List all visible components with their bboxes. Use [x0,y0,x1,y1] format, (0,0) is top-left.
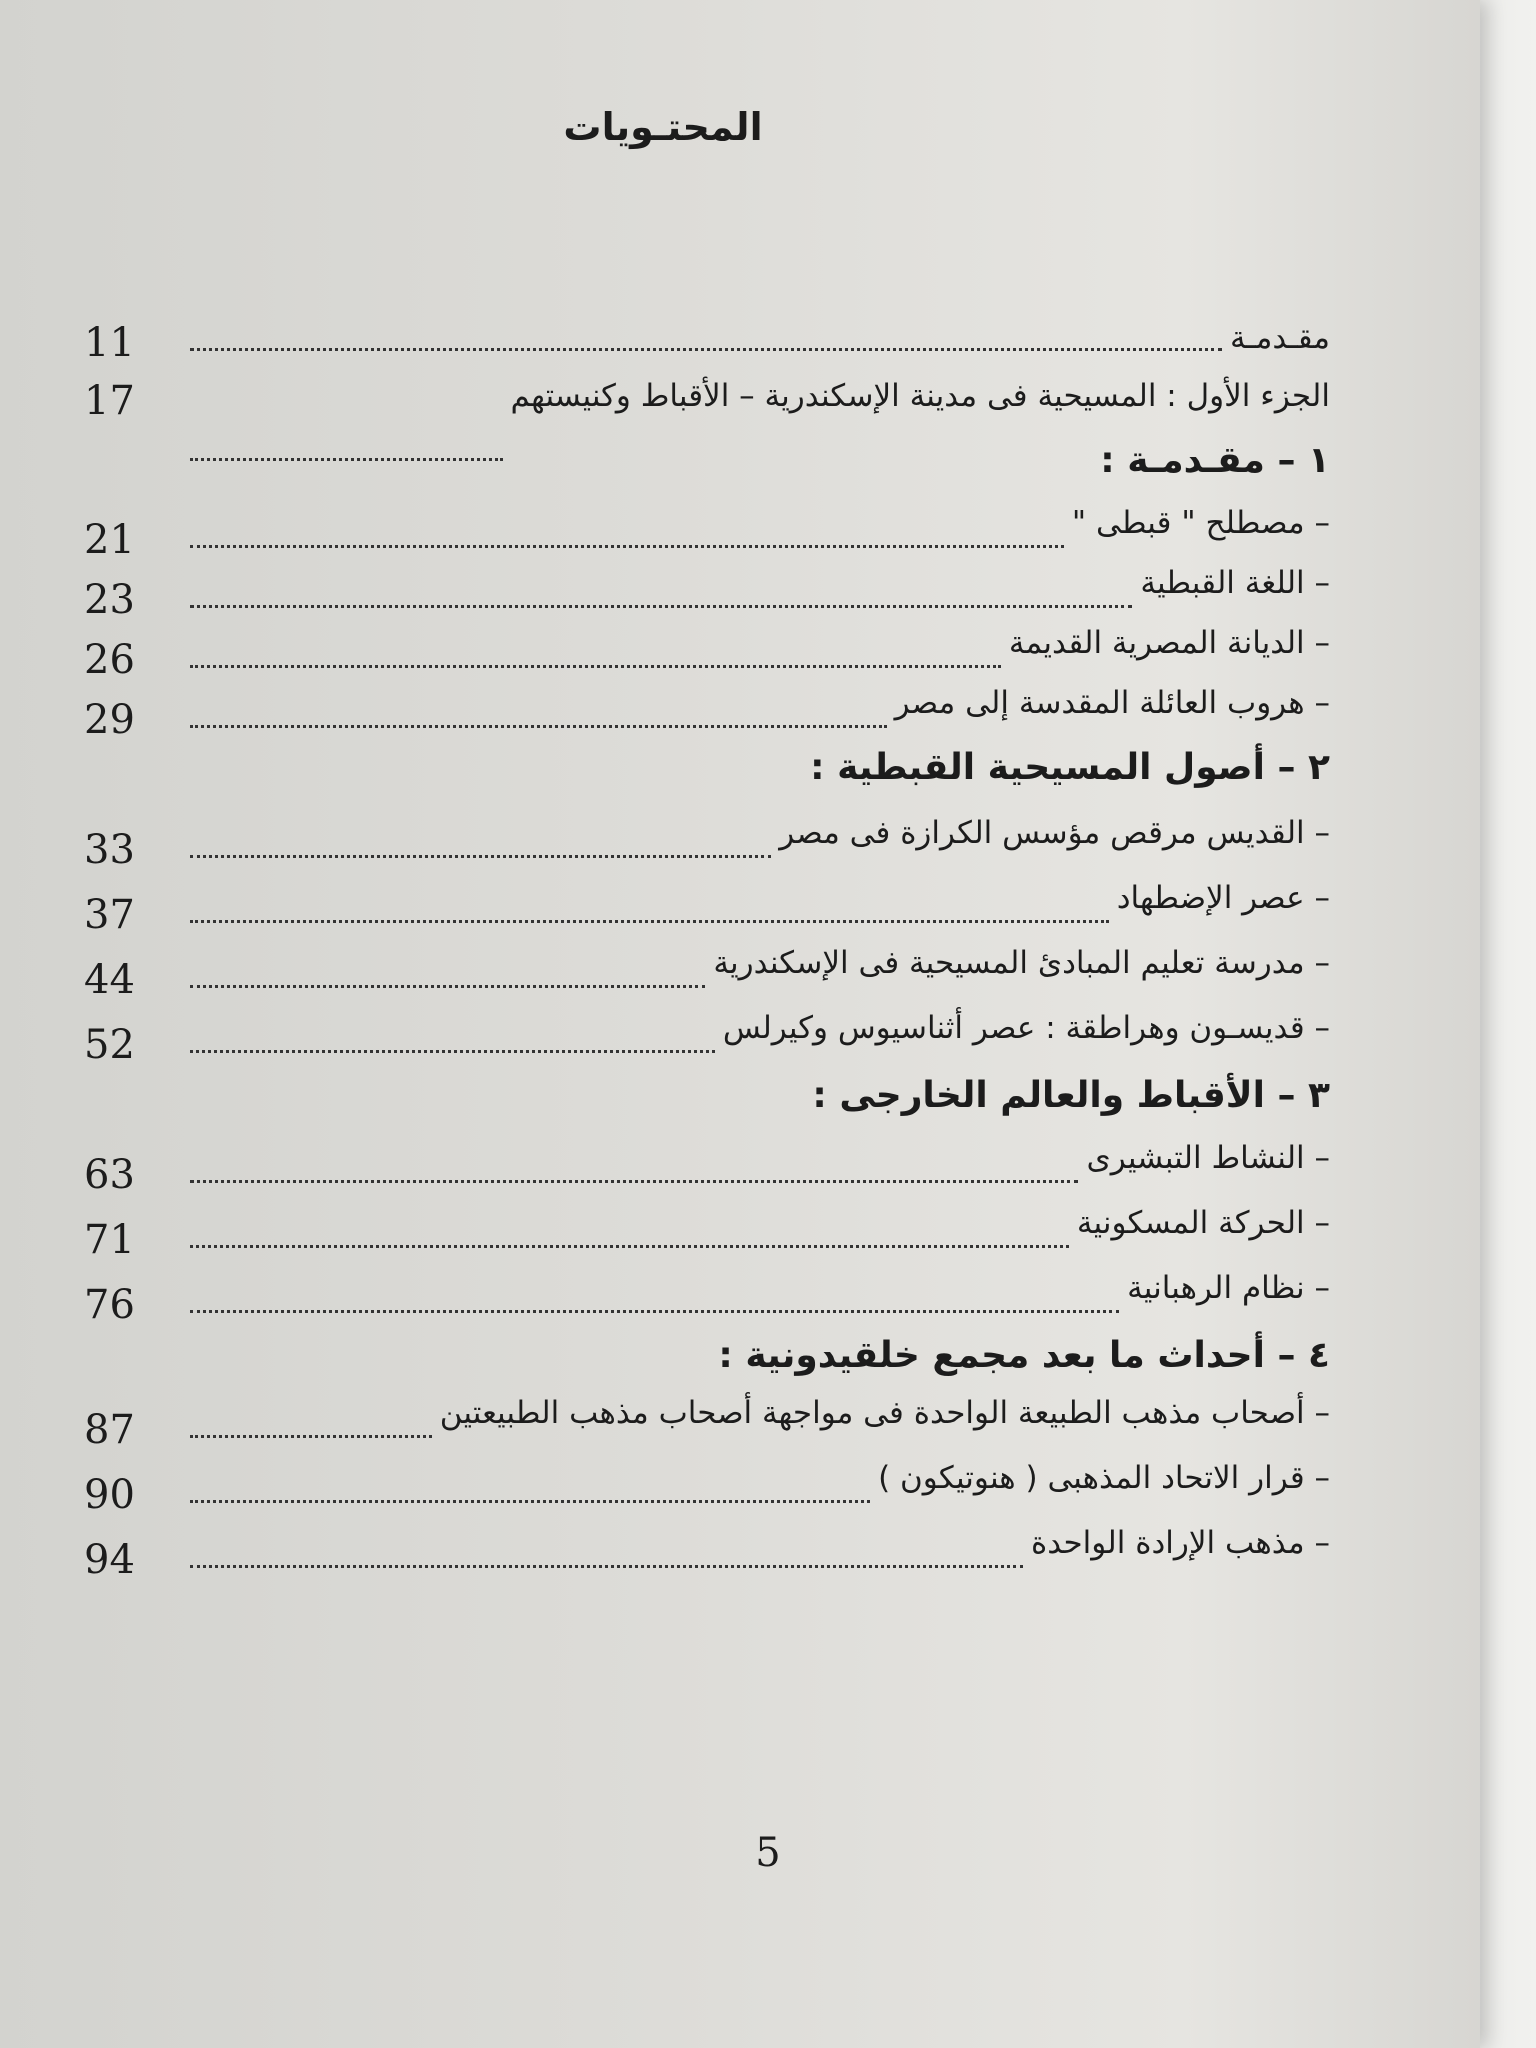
toc-page-number: 21 [84,517,135,563]
page-title: المحتـويات [563,105,763,149]
toc-page-number: 52 [84,1022,135,1068]
toc-page-number: 63 [84,1152,135,1198]
toc-page-number: 37 [84,892,135,938]
toc-entry-text: – الحركة المسكونية [1076,1205,1330,1241]
toc-entry [70,685,1330,755]
toc-entry [70,1010,1330,1080]
toc-heading-text: ١ – مقـدمـة : [1100,440,1330,481]
toc-section-heading [70,1075,1330,1145]
toc-entry [70,1460,1330,1530]
toc-page-number: 76 [84,1282,135,1328]
toc-page-number: 44 [84,957,135,1003]
dot-leader [190,1565,1023,1568]
page-number: 5 [755,1830,781,1876]
toc-entry-text: – مذهب الإرادة الواحدة [1030,1525,1330,1561]
toc-heading-text: ٤ – أحداث ما بعد مجمع خلقيدونية : [718,1335,1330,1376]
toc-page-number: 33 [84,827,135,873]
dot-leader [190,348,1222,351]
toc-page-number: 26 [84,637,135,683]
dot-leader [190,1180,1078,1183]
toc-page-number: 23 [84,577,135,623]
toc-entry [70,880,1330,950]
toc-page-number: 11 [84,320,135,366]
toc-section-heading [70,440,1330,510]
toc-heading-text: ٢ – أصول المسيحية القبطية : [810,747,1330,788]
toc-entry-text: – اللغة القبطية [1140,565,1330,601]
toc-entry-text: – النشاط التبشيرى [1086,1140,1330,1176]
toc-entry-text: – قرار الاتحاد المذهبى ( هنوتيكون ) [878,1460,1330,1496]
toc-entry-text: – الديانة المصرية القديمة [1008,625,1330,661]
toc-page-number: 87 [84,1407,135,1453]
toc-heading-text: ٣ – الأقباط والعالم الخارجى : [812,1075,1330,1116]
dot-leader [190,1245,1069,1248]
dot-leader [190,920,1109,923]
toc-entry-text: – مصطلح " قبطى " [1071,505,1330,541]
toc-entry-text: – مدرسة تعليم المبادئ المسيحية فى الإسكندرية [713,945,1330,981]
toc-entry-text: مقـدمـة [1230,320,1330,356]
dot-leader [190,1500,870,1503]
toc-entry-text: – هروب العائلة المقدسة إلى مصر [894,685,1330,721]
toc-entry [70,1270,1330,1340]
toc-entry-text: – نظام الرهبانية [1127,1270,1330,1306]
dot-leader [190,1310,1119,1313]
toc-page-number: 71 [84,1217,135,1263]
toc-section-heading [70,747,1330,817]
toc-entry [70,1140,1330,1210]
toc-entry [70,1205,1330,1275]
toc-entry [70,1395,1330,1465]
toc-page-number: 94 [84,1537,135,1583]
toc-entry-text: – قديسـون وهراطقة : عصر أثناسيوس وكيرلس [722,1010,1330,1046]
dot-leader [190,1050,715,1053]
toc-entry-text: – القديس مرقص مؤسس الكرازة فى مصر [779,815,1330,851]
dot-leader [190,855,771,858]
dot-leader [190,725,887,728]
toc-entry [70,378,1330,448]
toc-page-number: 90 [84,1472,135,1518]
dot-leader [190,665,1001,668]
dot-leader [190,1435,432,1438]
toc-entry [70,1525,1330,1595]
toc-entry-text: الجزء الأول : المسيحية فى مدينة الإسكندرية – الأقباط وكنيستهم [510,378,1330,414]
toc-entry-text: – أصحاب مذهب الطبيعة الواحدة فى مواجهة أصحاب مذهب الطبيعتين [439,1395,1330,1431]
toc-entry [70,945,1330,1015]
dot-leader [190,545,1064,548]
dot-leader [190,985,705,988]
toc-page-number: 29 [84,697,135,743]
dot-leader [190,605,1132,608]
toc-entry [70,815,1330,885]
toc-entry-text: – عصر الإضطهاد [1116,880,1330,916]
toc-page-number: 17 [84,378,135,424]
